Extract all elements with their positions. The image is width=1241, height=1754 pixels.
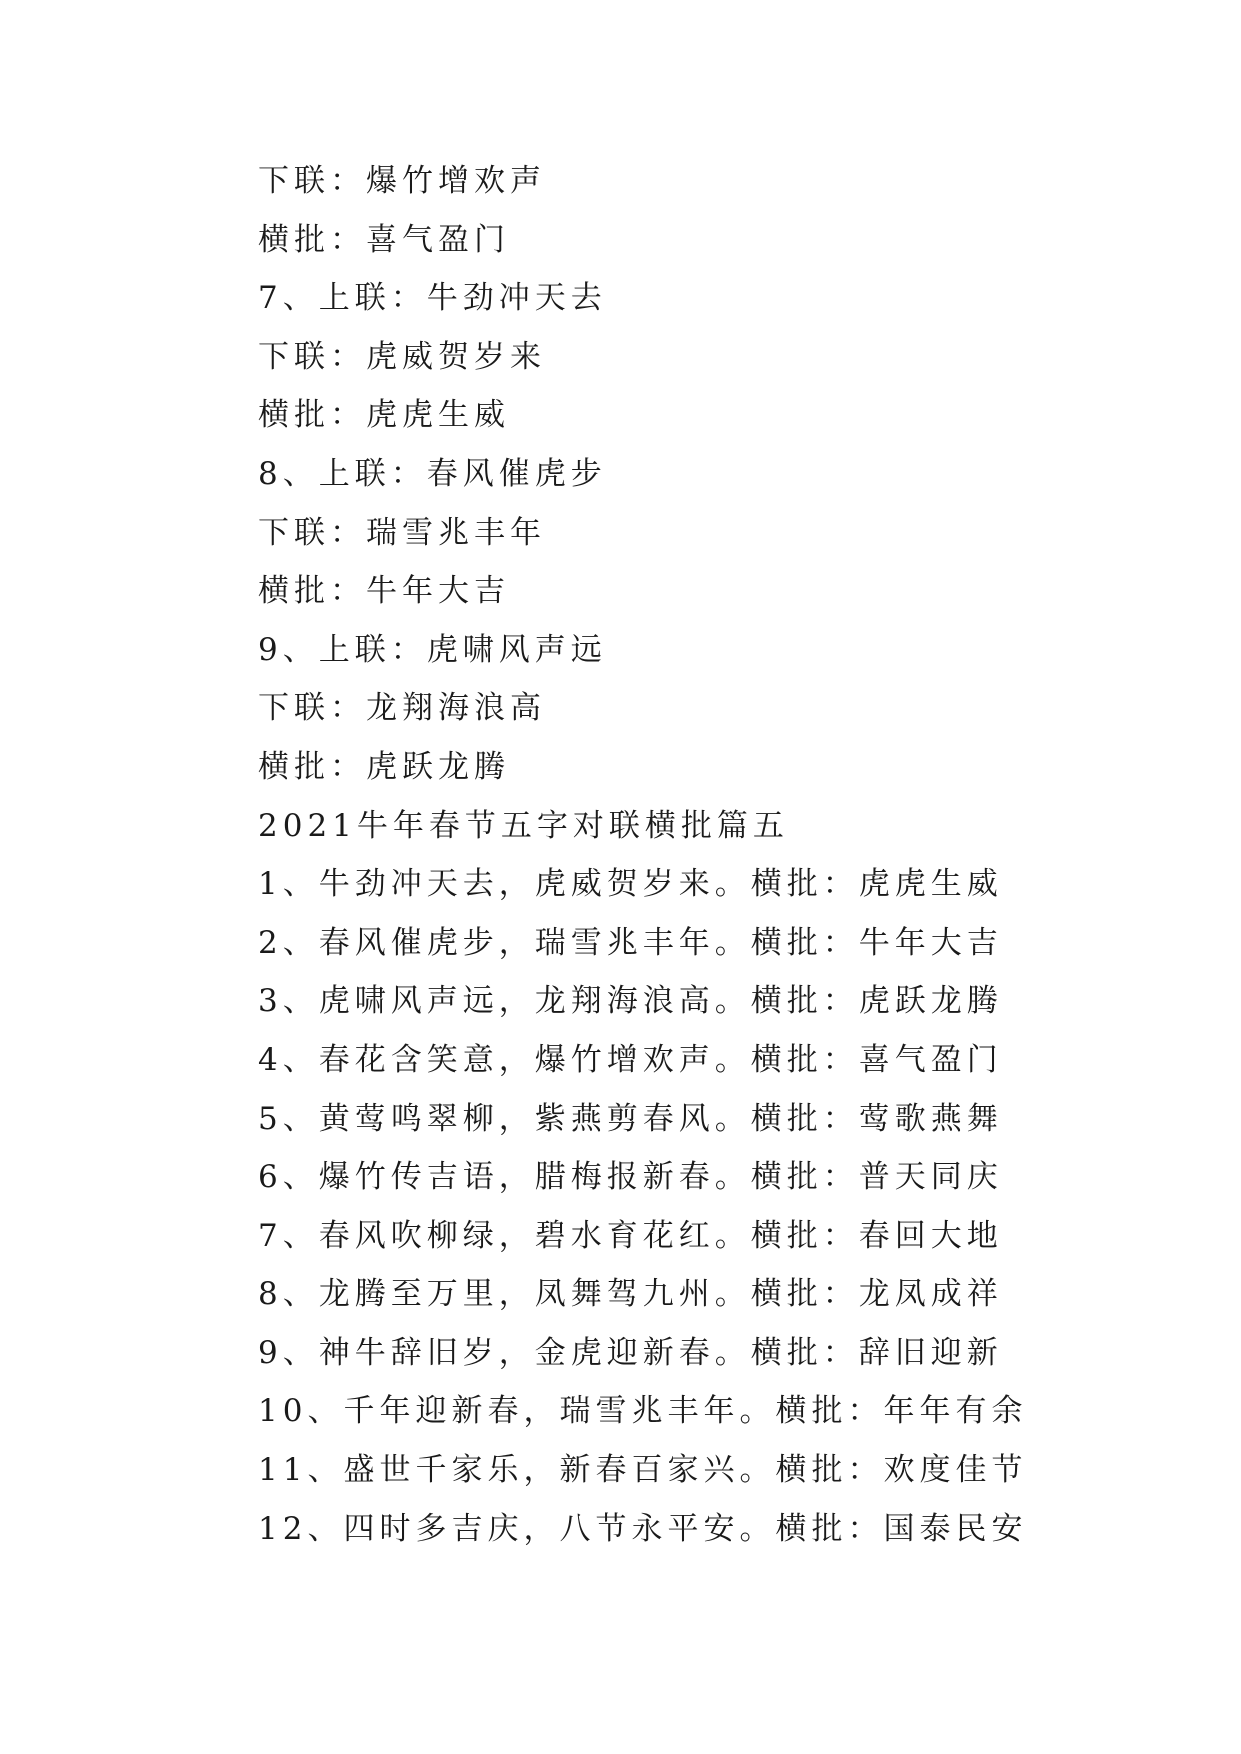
list-item: 6、爆竹传吉语，腊梅报新春。横批：普天同庆 bbox=[258, 1159, 1003, 1196]
list-item: 3、虎啸风声远，龙翔海浪高。横批：虎跃龙腾 bbox=[258, 983, 1003, 1020]
list-item: 10、千年迎新春，瑞雪兆丰年。横批：年年有余 bbox=[258, 1393, 1028, 1430]
document-body bbox=[258, 152, 1028, 1558]
section-heading: 2021牛年春节五字对联横批篇五 bbox=[258, 807, 789, 844]
list-item: 1、牛劲冲天去，虎威贺岁来。横批：虎虎生威 bbox=[258, 866, 1003, 903]
list-item: 11、盛世千家乐，新春百家兴。横批：欢度佳节 bbox=[258, 1452, 1028, 1489]
list-item: 4、春花含笑意，爆竹增欢声。横批：喜气盈门 bbox=[258, 1041, 1003, 1078]
text-line: 下联：瑞雪兆丰年 bbox=[258, 514, 546, 551]
text-line: 横批：喜气盈门 bbox=[258, 221, 510, 258]
text-line: 横批：牛年大吉 bbox=[258, 573, 510, 610]
list-item: 2、春风催虎步，瑞雪兆丰年。横批：牛年大吉 bbox=[258, 924, 1003, 961]
list-item: 8、龙腾至万里，凤舞驾九州。横批：龙凤成祥 bbox=[258, 1276, 1003, 1313]
list-item: 12、四时多吉庆，八节永平安。横批：国泰民安 bbox=[258, 1510, 1028, 1547]
text-line: 7、上联：牛劲冲天去 bbox=[258, 280, 607, 317]
list-item: 5、黄莺鸣翠柳，紫燕剪春风。横批：莺歌燕舞 bbox=[258, 1100, 1003, 1137]
text-line: 下联：虎威贺岁来 bbox=[258, 338, 546, 375]
text-line: 下联：爆竹增欢声 bbox=[258, 163, 546, 199]
text-line: 横批：虎跃龙腾 bbox=[258, 748, 510, 785]
text-line: 下联：龙翔海浪高 bbox=[258, 690, 546, 727]
list-item: 7、春风吹柳绿，碧水育花红。横批：春回大地 bbox=[258, 1217, 1003, 1254]
text-line: 9、上联：虎啸风声远 bbox=[258, 631, 607, 668]
list-item: 9、神牛辞旧岁，金虎迎新春。横批：辞旧迎新 bbox=[258, 1334, 1003, 1371]
text-line: 横批：虎虎生威 bbox=[258, 397, 510, 434]
text-line: 8、上联：春风催虎步 bbox=[258, 455, 607, 492]
